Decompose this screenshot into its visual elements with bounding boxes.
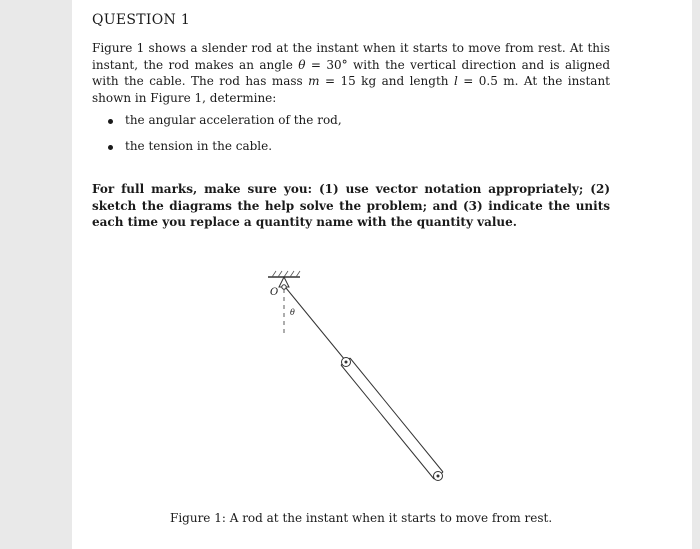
bullet-dot [108,119,113,124]
task-list [108,113,508,165]
list-item-text: the tension in the cable. [125,139,273,153]
point-o-label: O [270,287,279,298]
statement-part-1: Figure 1 shows a slender rod at the instant when it starts to move from rest. At this instant, the rod makes an angle [92,41,610,72]
list-item [108,113,508,139]
figure-caption: Figure 1: A rod at the instant when it starts to move from rest. [170,511,553,525]
cable-line [286,288,345,360]
question-heading: QUESTION 1 [92,12,191,28]
list-item-text: the angular acceleration of the rod, [125,113,342,127]
mass-symbol: m [308,74,320,88]
statement-part-3: = 15 kg and length [319,74,454,88]
theta-symbol: θ [298,57,306,72]
bullet-dot [108,145,113,150]
statement-part-2: = 30° with the vertical direction and is aligned with the cable. The rod has mass [92,57,610,88]
rod-figure [250,265,460,495]
marking-instructions: For full marks, make sure you: (1) use vector notation appropriately; (2) sketch the diagrams the help solve the problem; and (3) indicate the units each time you replace a quantity name with the quantity value. [92,182,610,229]
cable-attachment-pin-center [345,361,348,364]
length-symbol: l [453,74,458,88]
angle-theta-label: θ [290,308,295,317]
problem-statement [92,40,610,106]
statement-part-4: = 0.5 m. At the instant shown in Figure 1, determine: [92,74,610,105]
rod-end-pin-center [437,475,440,478]
list-item [108,139,508,165]
slender-rod [341,358,443,479]
